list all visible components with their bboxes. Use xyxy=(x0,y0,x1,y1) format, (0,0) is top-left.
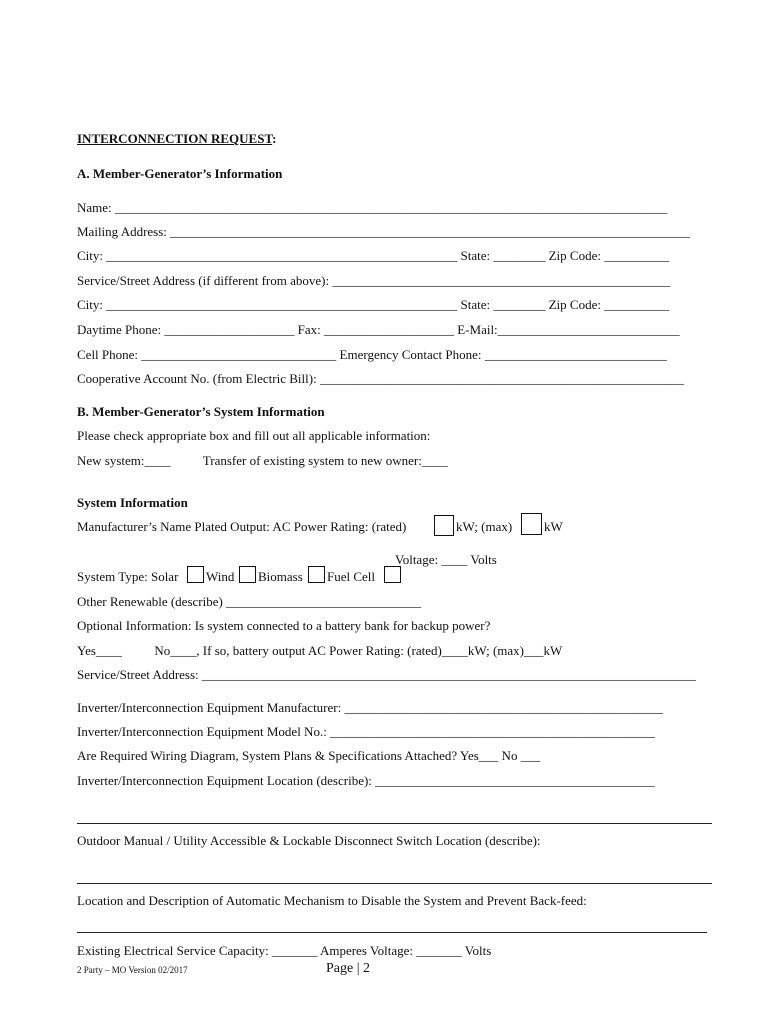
fuel-cell-label: Fuel Cell xyxy=(327,569,376,584)
phone-fax-email-field[interactable]: Daytime Phone: ____________________ Fax: ____________________ E-Mail:____________________________ xyxy=(77,322,680,337)
form-title: INTERCONNECTION REQUEST: xyxy=(77,131,277,146)
fuel-cell-checkbox[interactable] xyxy=(384,566,401,583)
version-footer: 2 Party – MO Version 02/2017 xyxy=(77,965,188,975)
wind-checkbox[interactable] xyxy=(239,566,256,583)
voltage-field[interactable]: Voltage: ____ Volts xyxy=(395,552,497,567)
section-a-heading: A. Member-Generator’s Information xyxy=(77,166,283,181)
wind-label: Wind xyxy=(206,569,235,584)
inverter-manufacturer-field[interactable]: Inverter/Interconnection Equipment Manufacturer: _________________________________________________ xyxy=(77,700,663,715)
backfeed-line[interactable] xyxy=(77,932,707,933)
system-type-label: System Type: Solar xyxy=(77,569,179,584)
solar-checkbox[interactable] xyxy=(187,566,204,583)
inverter-location-field[interactable]: Inverter/Interconnection Equipment Location (describe): ___________________________________________ xyxy=(77,773,655,788)
inverter-location-line[interactable] xyxy=(77,823,712,824)
wiring-diagram-field[interactable]: Are Required Wiring Diagram, System Plans & Specifications Attached? Yes___ No ___ xyxy=(77,748,541,763)
battery-question: Optional Information: Is system connected to a battery bank for backup power? xyxy=(77,618,491,633)
service-city-state-zip-field[interactable]: City: ______________________________________________________ State: ________ Zip Code: __________ xyxy=(77,297,670,312)
biomass-label: Biomass xyxy=(258,569,303,584)
name-field[interactable]: Name: _____________________________________________________________________________________ xyxy=(77,200,668,215)
backfeed-label: Location and Description of Automatic Mechanism to Disable the System and Prevent Back-feed: xyxy=(77,893,587,908)
form-title-text: INTERCONNECTION REQUEST xyxy=(77,131,273,146)
max-kw-box[interactable] xyxy=(521,513,542,535)
other-renewable-field[interactable]: Other Renewable (describe) ______________________________ xyxy=(77,594,422,609)
section-b-heading: B. Member-Generator’s System Information xyxy=(77,404,325,419)
service-capacity-field[interactable]: Existing Electrical Service Capacity: _______ Amperes Voltage: _______ Volts xyxy=(77,943,492,958)
kw-label: kW xyxy=(544,519,563,534)
disconnect-switch-line[interactable] xyxy=(77,883,712,884)
biomass-checkbox[interactable] xyxy=(308,566,325,583)
instructions-text: Please check appropriate box and fill out all applicable information: xyxy=(77,428,431,443)
kw-max-label: kW; (max) xyxy=(456,519,513,534)
cell-emergency-phone-field[interactable]: Cell Phone: ______________________________ Emergency Contact Phone: ____________________________ xyxy=(77,347,667,362)
mailing-address-field[interactable]: Mailing Address: ________________________________________________________________________________ xyxy=(77,224,691,239)
page-number: Page | 2 xyxy=(326,961,371,976)
service-address-field[interactable]: Service/Street Address (if different from above): ____________________________________________________ xyxy=(77,273,671,288)
inverter-model-field[interactable]: Inverter/Interconnection Equipment Model No.: __________________________________________________ xyxy=(77,724,656,739)
disconnect-switch-label: Outdoor Manual / Utility Accessible & Lockable Disconnect Switch Location (describe): xyxy=(77,833,541,848)
battery-rating-field[interactable]: Yes____ No____, If so, battery output AC Power Rating: (rated)____kW; (max)___kW xyxy=(77,643,563,658)
ac-rating-label: Manufacturer’s Name Plated Output: AC Power Rating: (rated) xyxy=(77,519,407,534)
account-number-field[interactable]: Cooperative Account No. (from Electric Bill): ________________________________________________________ xyxy=(77,371,684,386)
system-service-address-field[interactable]: Service/Street Address: ____________________________________________________________________________ xyxy=(77,667,696,682)
city-state-zip-field[interactable]: City: ______________________________________________________ State: ________ Zip Code: __________ xyxy=(77,248,670,263)
system-info-heading: System Information xyxy=(77,495,188,510)
new-system-field[interactable]: New system:____ Transfer of existing system to new owner:____ xyxy=(77,453,448,468)
rated-kw-box[interactable] xyxy=(434,515,454,536)
